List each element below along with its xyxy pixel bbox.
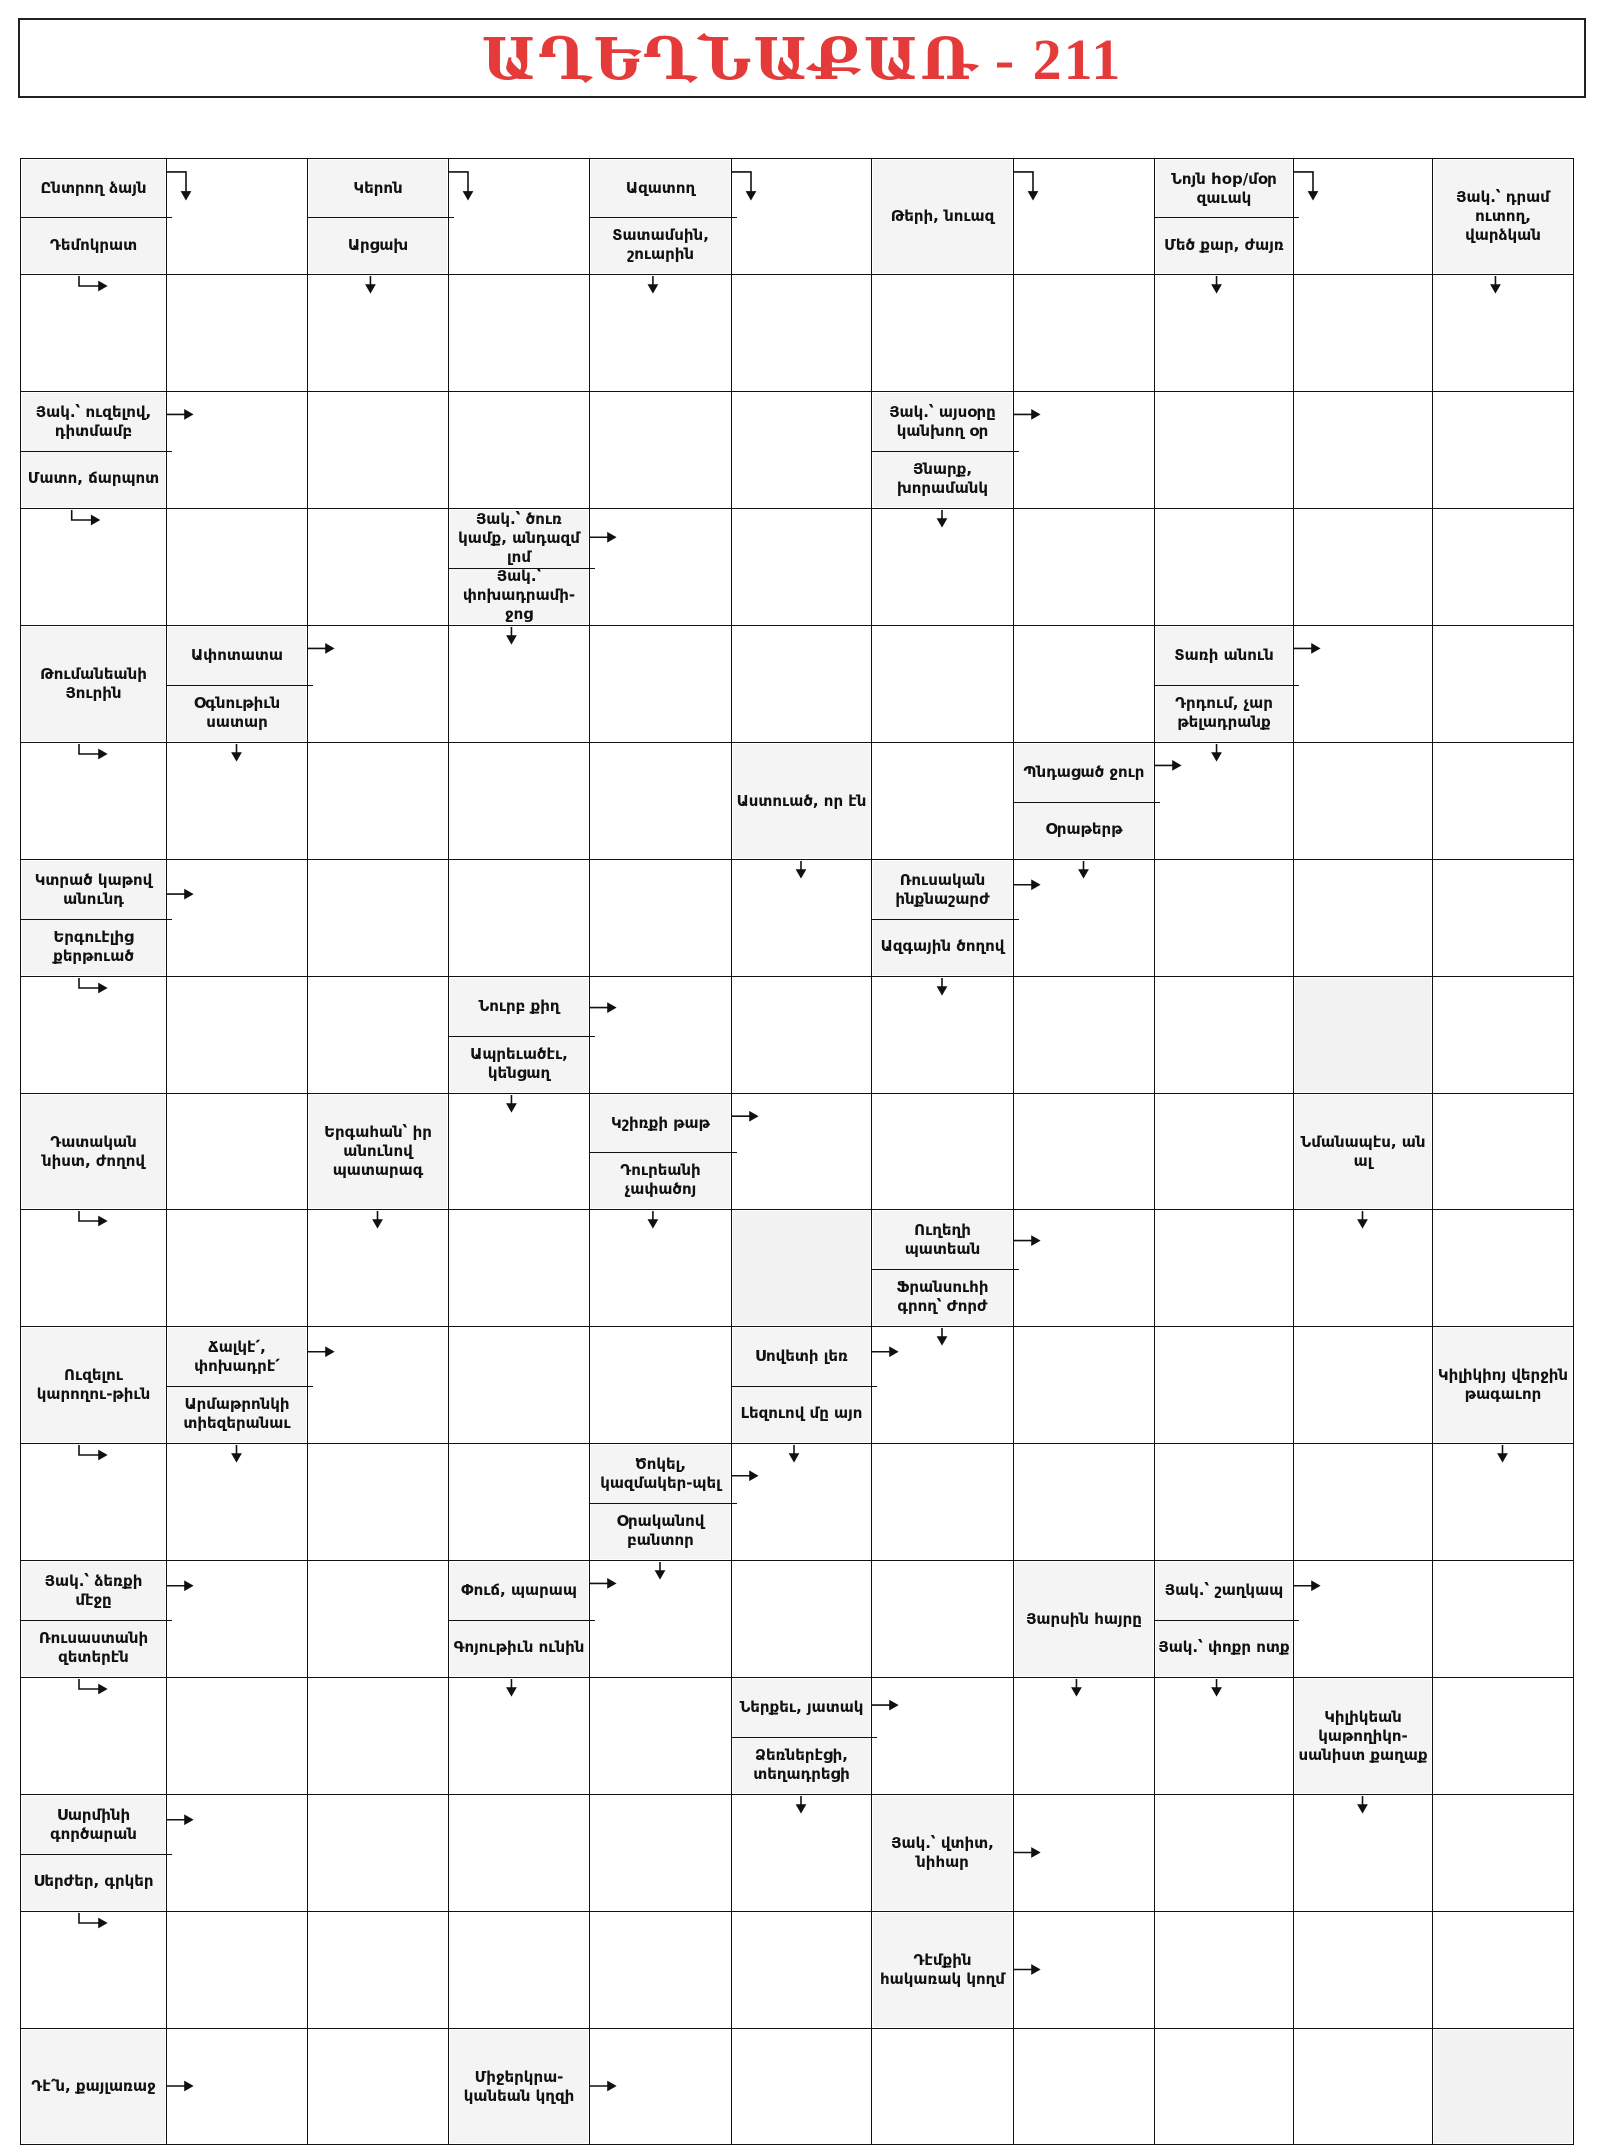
arrow-icon [1080, 861, 1088, 877]
arrow-icon [72, 510, 99, 524]
clue-text: Երգուէլից քերթուած [53, 927, 134, 965]
clue-text: Յակ.՝ փոխադրամի-ջոց [462, 567, 576, 623]
clue-text: Միջերկրա-կանեան կղզի [463, 2067, 575, 2105]
clue-text: Գոյութիւն ունին [453, 1638, 585, 1656]
arrow-layer [20, 158, 1573, 2144]
clue-text: Դուրեանի չափածոյ [620, 1161, 701, 1198]
arrow-icon [1491, 276, 1499, 292]
arrow-icon [731, 172, 755, 199]
clue-text: Սարմինի գործարան [50, 1805, 137, 1843]
arrow-icon [166, 1816, 192, 1824]
clue-text: Սերժեր, գրկեր [33, 1872, 154, 1890]
arrow-icon [938, 978, 946, 994]
clue-text: Պնդացած ջուր [1023, 763, 1145, 781]
clue-text: Յակ.՝ դրամ ուտող, վարձկան [1456, 188, 1550, 244]
clue-text: Յակ.՝ ուզելով, դիտմամբ [35, 402, 152, 440]
clue-text: Յնարք, խորամանկ [896, 459, 989, 497]
clue-text: Կտրած կաթով անունդ [34, 870, 153, 908]
clue-text: Դէմքին հակառակ կողմ [880, 1951, 1005, 1988]
arrow-icon [589, 1004, 615, 1012]
arrow-icon [589, 533, 615, 541]
arrow-icon [731, 1112, 757, 1120]
arrow-icon [656, 1562, 664, 1578]
clue-text: Տատամսին, շուարին [612, 226, 709, 263]
clue-text: Նուրբ քիղ [478, 997, 560, 1015]
arrow-icon [79, 1913, 106, 1927]
title-box [18, 18, 1586, 98]
arrow-icon [797, 861, 805, 877]
arrow-icon [589, 2082, 615, 2090]
arrow-icon [79, 276, 106, 290]
clue-text: Նմանապէս, ան ալ [1300, 1132, 1426, 1170]
clue-text: Թերի, նուազ [890, 207, 995, 225]
clue-text: Ռուսաստանի զետերէն [38, 1628, 149, 1666]
clue-text: Արցախ [347, 235, 409, 254]
arrow-icon [1293, 172, 1317, 199]
clue-text: Օրականով բանտոր [616, 1511, 705, 1549]
arrow-icon [233, 1445, 241, 1461]
clue-text: Ծոկել, կազմակեր-պել [600, 1454, 721, 1492]
clue-text: Աստուած, որ էն [736, 791, 867, 810]
clue-text: Թումանեանի Յուրին [40, 665, 147, 702]
crossword-grid [20, 158, 1573, 2144]
arrow-icon [1359, 1211, 1367, 1227]
clue-text: Փուճ, պարապ [461, 1581, 577, 1599]
arrow-icon [79, 1211, 106, 1225]
arrow-icon [166, 2082, 192, 2090]
clue-text: Ուղեղի պատեան [904, 1220, 981, 1258]
clue-text: Նոյն hop/մօր զաւակ [1171, 169, 1277, 207]
arrow-icon [374, 1211, 382, 1227]
arrow-icon [1213, 744, 1221, 760]
arrow-icon [790, 1445, 798, 1461]
clue-text: Արմաթրոնկի տիեզերանաւ [183, 1394, 291, 1432]
arrow-icon [166, 1582, 192, 1590]
arrow-icon [731, 1472, 757, 1480]
clue-text: Ռուսական ինքնաշարժ [895, 870, 990, 908]
arrow-icon [871, 1348, 897, 1356]
clue-text: Ձեռներէցի, տեղադրեցի [753, 1745, 850, 1783]
clue-text: Մատո, ճարպոտ [27, 469, 160, 487]
arrow-icon [79, 1445, 106, 1459]
arrow-icon [871, 1701, 897, 1709]
clue-text: Կիլիկեան կաթողիկո-սանիստ քաղաք [1298, 1707, 1428, 1764]
arrow-icon [507, 627, 515, 643]
page-title: ԱՂԵՂՆԱՔԱՌ - 211 [481, 27, 1123, 92]
arrow-icon [366, 276, 374, 292]
clue-text: Ազատող [625, 179, 696, 197]
clue-text: Յարսին հայրը [1026, 1609, 1142, 1628]
arrow-icon [1359, 1796, 1367, 1812]
arrow-icon [79, 978, 106, 992]
clue-text: Դեմոկրատ [49, 235, 138, 254]
arrow-icon [1213, 1679, 1221, 1695]
arrow-icon [589, 1579, 615, 1587]
arrow-icon [507, 1679, 515, 1695]
arrow-icon [649, 276, 657, 292]
clue-text: Տառի անուն [1174, 646, 1274, 664]
arrow-icon [448, 172, 472, 199]
clue-text: Օգնութիւն սատար [193, 693, 281, 731]
clue-text: Դրդում, չար թելադրանք [1175, 693, 1273, 731]
clue-text: Յակ.՝ փոքր ոտք [1158, 1638, 1290, 1656]
clue-text: Յակ.՝ վտիտ, նիհար [891, 1834, 994, 1871]
clue-text: Ափոտատա [190, 646, 284, 664]
clue-text: Ընտրող ձայն [40, 179, 147, 197]
clue-text: Ազգային ծողով [880, 937, 1005, 955]
arrow-icon [1013, 1849, 1039, 1857]
arrow-icon [166, 172, 190, 199]
clue-text: Կիլիկիոյ վերջին թագաւոր [1437, 1366, 1569, 1403]
clue-text: Յակ.՝ շաղկապ [1164, 1581, 1284, 1599]
arrow-icon [233, 744, 241, 760]
arrow-icon [1293, 1582, 1319, 1590]
arrow-icon [1013, 1237, 1039, 1245]
clue-text: Յակ.՝ ծուռ կամք, անդազմ լոմ [458, 510, 580, 566]
arrow-icon [797, 1796, 805, 1812]
arrow-icon [1013, 881, 1039, 889]
clue-text: Ապրեւածէւ, կենցաղ [470, 1044, 568, 1082]
arrow-icon [649, 1211, 657, 1227]
arrow-icon [1013, 172, 1037, 199]
clue-text: Կերոն [353, 179, 403, 197]
clue-text: Ճալկէ՛, փոխադրէ՛ [194, 1337, 280, 1375]
arrow-icon [1293, 644, 1319, 652]
clue-text: Սովետի լեռ [755, 1347, 848, 1365]
clue-text: Մեծ քար, ժայռ [1164, 235, 1284, 254]
arrow-icon [1213, 276, 1221, 292]
clue-text: Յակ.՝ ձեռքի մէջը [44, 1571, 143, 1609]
clue-text: Յակ.՝ այսօրը կանխող օր [889, 402, 996, 440]
arrow-icon [938, 510, 946, 526]
arrow-icon [79, 1679, 106, 1693]
arrow-icon [166, 890, 192, 898]
clue-text: Ուզելու կարողու-թիւն [36, 1366, 151, 1403]
arrow-icon [1013, 1966, 1039, 1974]
arrow-icon [1072, 1679, 1080, 1695]
arrow-icon [507, 1095, 515, 1111]
clue-text: Կշիռքի թաթ [611, 1114, 710, 1132]
clue-text: Ֆրանսուհի գրող՝ Ժորժ [896, 1277, 989, 1315]
arrow-icon [79, 744, 106, 758]
clue-text: Լեզուով մը այո [740, 1404, 863, 1422]
clue-text: Դատական նիստ, ժողով [42, 1132, 145, 1170]
clue-text: Օրաթերթ [1045, 820, 1123, 838]
arrow-icon [1013, 410, 1039, 418]
clue-text: Դէ՛ն, քայլառաջ [31, 2077, 156, 2095]
arrow-icon [1154, 761, 1180, 769]
arrow-icon [166, 410, 192, 418]
arrow-icon [938, 1328, 946, 1344]
clue-text: Երգահան՝ իր անունով պատարագ [324, 1123, 432, 1179]
arrow-icon [307, 1348, 333, 1356]
arrow-icon [1499, 1445, 1507, 1461]
arrow-icon [307, 644, 333, 652]
clue-text: Ներքեւ, յատակ [739, 1698, 864, 1716]
